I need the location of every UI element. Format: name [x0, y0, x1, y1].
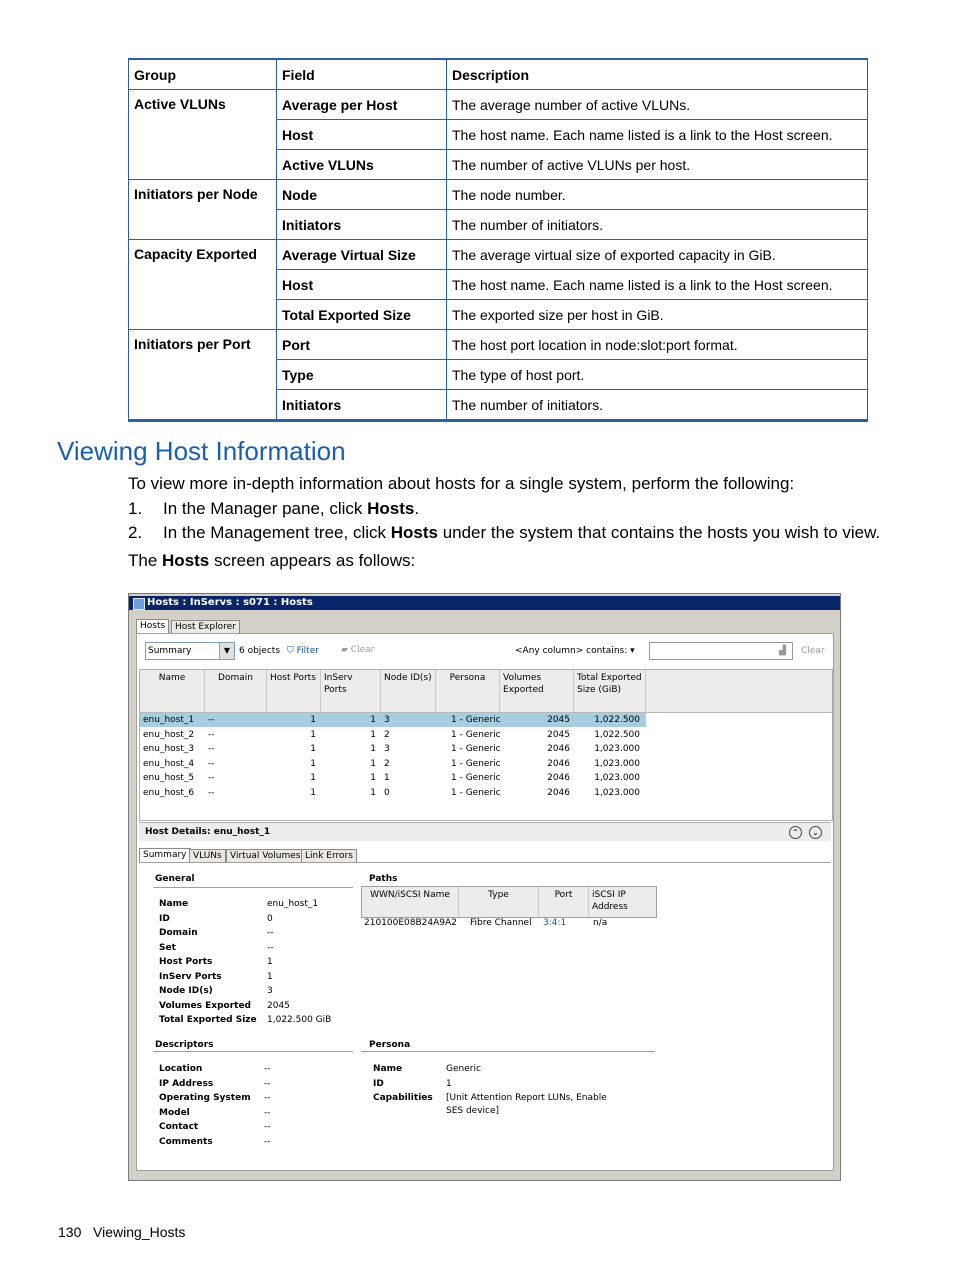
- general-key: Node ID(s): [159, 986, 213, 996]
- clear-search-button[interactable]: Clear: [801, 646, 825, 656]
- expand-down-icon[interactable]: ⌄: [809, 826, 822, 839]
- intro-paragraph: To view more in-depth information about hosts for a single system, perform the following:: [128, 474, 795, 493]
- divider: [153, 1051, 353, 1052]
- general-key: ID: [159, 913, 170, 924]
- table-row[interactable]: [140, 757, 646, 771]
- grid-cell: 1,023.000: [594, 744, 640, 754]
- filter-icon: ⛉: [287, 646, 294, 656]
- general-value: 1: [267, 971, 273, 982]
- grid-cell: 1 - Generic: [451, 729, 501, 740]
- description-cell: The number of active VLUNs per host.: [447, 150, 868, 180]
- col-iscsi-ip[interactable]: iSCSI IP Address: [592, 890, 628, 912]
- grid-cell: 1 - Generic: [451, 773, 501, 783]
- grid-cell: 1,023.000: [594, 773, 640, 783]
- persona-key: ID: [373, 1079, 384, 1089]
- section-heading: Viewing Host Information: [57, 436, 346, 466]
- window-title: Hosts : InServs : s071 : Hosts: [147, 597, 313, 608]
- view-select[interactable]: Summary ▼: [145, 642, 235, 660]
- grid-cell: --: [208, 787, 215, 798]
- description-cell: The host name. Each name listed is a link to the Host screen.: [447, 270, 868, 300]
- grid-cell: enu_host_1: [143, 715, 195, 725]
- grid-cell: 2046: [547, 773, 570, 783]
- grid-cell: enu_host_2: [143, 729, 195, 740]
- general-key: Set: [159, 942, 176, 953]
- grid-cell: --: [208, 715, 215, 725]
- persona-title: Persona: [369, 1040, 411, 1050]
- grid-cell: 1: [370, 715, 376, 725]
- collapse-up-icon[interactable]: ⌃: [789, 826, 802, 839]
- field-cell: Node: [277, 180, 447, 210]
- table-row[interactable]: [140, 786, 646, 800]
- col-total-exported-size[interactable]: Total Exported Size (GiB): [574, 670, 646, 712]
- grid-cell: 1: [310, 787, 316, 798]
- grid-cell: 2: [384, 729, 390, 740]
- chevron-down-icon: ▾: [630, 646, 635, 656]
- page-footer: [58, 1224, 185, 1240]
- general-value: 0: [267, 913, 273, 924]
- search-icon: ▟: [779, 646, 786, 656]
- paths-row[interactable]: 210100E08B24A9A2 Fibre Channel 3:4:1 n/a: [364, 918, 608, 928]
- paths-grid-header: [361, 886, 657, 918]
- grid-cell: enu_host_4: [143, 758, 195, 769]
- col-node-ids[interactable]: Node ID(s): [381, 670, 436, 712]
- divider: [153, 887, 353, 888]
- general-key: Total Exported Size: [159, 1015, 257, 1025]
- tab-virtual-volumes[interactable]: Virtual Volumes: [226, 849, 304, 863]
- grid-cell: 1 - Generic: [451, 715, 501, 725]
- clear-filter-button[interactable]: ▰ Clear: [341, 645, 375, 655]
- persona-key: Name: [373, 1064, 403, 1074]
- table-row[interactable]: [140, 713, 646, 727]
- col-type[interactable]: Type: [459, 887, 539, 917]
- grid-cell: 2046: [547, 744, 570, 754]
- grid-cell: 3: [384, 744, 390, 754]
- tab-link-errors[interactable]: Link Errors: [301, 849, 357, 863]
- grid-cell: 3: [384, 715, 390, 725]
- search-column-select[interactable]: <Any column> contains: ▾: [515, 646, 635, 656]
- tab-host-explorer[interactable]: Host Explorer: [171, 620, 240, 634]
- col-wwn[interactable]: WWN/iSCSI Name: [362, 887, 459, 917]
- grid-cell: 1 - Generic: [451, 787, 501, 798]
- descriptors-title: Descriptors: [155, 1040, 214, 1050]
- descriptor-key: IP Address: [159, 1078, 214, 1089]
- field-cell: Average per Host: [277, 90, 447, 120]
- grid-cell: 2: [384, 758, 390, 769]
- grid-cell: 1: [370, 729, 376, 740]
- details-header: [139, 822, 831, 841]
- group-cell: Capacity Exported: [129, 240, 277, 330]
- divider: [139, 862, 831, 863]
- general-key: Volumes Exported: [159, 1000, 251, 1011]
- field-cell: Initiators: [277, 390, 447, 421]
- grid-cell: 2045: [547, 729, 570, 740]
- grid-cell: 1,023.000: [594, 758, 640, 769]
- filter-button[interactable]: ⛉ Filter: [287, 646, 319, 656]
- description-cell: The average virtual size of exported capacity in GiB.: [447, 240, 868, 270]
- group-cell: Active VLUNs: [129, 90, 277, 180]
- description-cell: The exported size per host in GiB.: [447, 300, 868, 330]
- grid-cell: 2046: [547, 787, 570, 798]
- descriptor-key: Contact: [159, 1122, 199, 1132]
- col-host-ports[interactable]: Host Ports: [267, 670, 321, 712]
- grid-cell: 1: [384, 773, 390, 783]
- host-details: [139, 822, 831, 1168]
- descriptor-key: Model: [159, 1107, 190, 1118]
- eraser-icon: ▰: [341, 645, 348, 655]
- general-value: 1,022.500 GiB: [267, 1015, 332, 1025]
- general-key: Host Ports: [159, 957, 213, 967]
- divider: [361, 1051, 655, 1052]
- page-number: 130: [58, 1224, 82, 1240]
- tab-summary[interactable]: Summary: [139, 848, 191, 862]
- field-cell: Average Virtual Size: [277, 240, 447, 270]
- description-cell: The type of host port.: [447, 360, 868, 390]
- hosts-panel: [136, 633, 834, 1171]
- description-cell: The average number of active VLUNs.: [447, 90, 868, 120]
- tab-hosts[interactable]: Hosts: [136, 619, 169, 633]
- descriptor-value: --: [264, 1122, 271, 1132]
- grid-cell: --: [208, 773, 215, 783]
- description-cell: The number of initiators.: [447, 390, 868, 421]
- col-inserv-ports[interactable]: InServ Ports: [321, 670, 381, 712]
- descriptor-key: Comments: [159, 1136, 213, 1147]
- descriptor-value: --: [264, 1093, 271, 1103]
- window-titlebar: [129, 596, 840, 610]
- grid-cell: 1: [370, 758, 376, 769]
- grid-cell: 1: [310, 729, 316, 740]
- table-row[interactable]: [140, 728, 646, 742]
- persona-value: [Unit Attention Report LUNs, Enable: [446, 1093, 607, 1103]
- persona-key: Capabilities: [373, 1093, 433, 1103]
- descriptor-value: --: [264, 1136, 271, 1147]
- general-value: --: [267, 942, 274, 953]
- col-port[interactable]: Port: [539, 887, 589, 917]
- general-key: InServ Ports: [159, 971, 222, 982]
- after-paragraph: The Hosts screen appears as follows:: [128, 551, 416, 570]
- field-cell: Host: [277, 270, 447, 300]
- table-row[interactable]: [140, 771, 646, 785]
- general-key: Name: [159, 899, 189, 909]
- field-cell: Initiators: [277, 210, 447, 240]
- hosts-icon: [133, 598, 145, 610]
- tab-vluns[interactable]: VLUNs: [189, 849, 226, 863]
- general-value: 3: [267, 986, 273, 996]
- field-cell: Host: [277, 120, 447, 150]
- paths-title: Paths: [369, 874, 398, 884]
- step-text: In the Manager pane, click Hosts.: [163, 499, 420, 518]
- description-cell: The node number.: [447, 180, 868, 210]
- search-input[interactable]: [649, 642, 793, 660]
- grid-cell: 1: [370, 773, 376, 783]
- chevron-down-icon: ▼: [219, 643, 234, 659]
- col-persona[interactable]: Persona: [436, 670, 500, 712]
- group-cell: Initiators per Node: [129, 180, 277, 240]
- descriptor-key: Operating System: [159, 1093, 251, 1103]
- grid-cell: enu_host_3: [143, 744, 195, 754]
- persona-value: 1: [446, 1079, 452, 1089]
- group-cell: Initiators per Port: [129, 330, 277, 421]
- grid-cell: 1: [370, 744, 376, 754]
- description-cell: The host port location in node:slot:port format.: [447, 330, 868, 360]
- grid-cell: --: [208, 729, 215, 740]
- hosts-grid: [139, 669, 833, 821]
- grid-cell: enu_host_6: [143, 787, 195, 798]
- grid-cell: --: [208, 744, 215, 754]
- step-number: 2.: [128, 523, 143, 542]
- grid-cell: 1: [310, 744, 316, 754]
- grid-cell: --: [208, 758, 215, 769]
- grid-header: [140, 670, 832, 713]
- general-value: enu_host_1: [267, 899, 319, 909]
- field-cell: Active VLUNs: [277, 150, 447, 180]
- field-cell: Type: [277, 360, 447, 390]
- col-header-group: Group: [129, 59, 277, 90]
- general-value: --: [267, 928, 274, 938]
- grid-cell: 1: [310, 715, 316, 725]
- persona-value: Generic: [446, 1064, 481, 1074]
- col-header-description: Description: [447, 59, 868, 90]
- col-name[interactable]: Name: [140, 670, 205, 712]
- grid-cell: 1,022.500: [594, 729, 640, 740]
- field-cell: Total Exported Size: [277, 300, 447, 330]
- step-text: In the Management tree, click Hosts under the system that contains the hosts you wish to view.: [163, 523, 881, 542]
- footer-section: Viewing_Hosts: [93, 1224, 186, 1240]
- grid-cell: 1 - Generic: [451, 758, 501, 769]
- details-title: Host Details: enu_host_1: [145, 827, 271, 837]
- col-volumes-exported[interactable]: Volumes Exported: [500, 670, 574, 712]
- col-header-field: Field: [277, 59, 447, 90]
- description-cell: The host name. Each name listed is a link to the Host screen.: [447, 120, 868, 150]
- grid-cell: 1,023.000: [594, 787, 640, 798]
- field-cell: Port: [277, 330, 447, 360]
- col-domain[interactable]: Domain: [205, 670, 267, 712]
- descriptor-value: --: [264, 1064, 271, 1074]
- fields-table: [128, 58, 868, 422]
- description-cell: The number of initiators.: [447, 210, 868, 240]
- general-value: 1: [267, 957, 273, 967]
- descriptor-value: --: [264, 1078, 271, 1089]
- general-value: 2045: [267, 1000, 290, 1011]
- grid-cell: 1: [310, 758, 316, 769]
- general-key: Domain: [159, 928, 198, 938]
- port-link[interactable]: 3:4:1: [543, 918, 567, 928]
- grid-cell: 1 - Generic: [451, 744, 501, 754]
- descriptor-key: Location: [159, 1064, 203, 1074]
- persona-value: SES device]: [446, 1106, 500, 1116]
- step-number: 1.: [128, 499, 143, 518]
- object-count: 6 objects: [239, 646, 281, 656]
- grid-cell: 1,022.500: [594, 715, 640, 725]
- table-row[interactable]: [140, 742, 646, 756]
- grid-cell: 1: [310, 773, 316, 783]
- grid-cell: 2045: [547, 715, 570, 725]
- grid-cell: enu_host_5: [143, 773, 195, 783]
- hosts-screenshot: [128, 593, 841, 1181]
- grid-cell: 1: [370, 787, 376, 798]
- descriptor-value: --: [264, 1107, 271, 1118]
- grid-cell: 2046: [547, 758, 570, 769]
- general-title: General: [155, 874, 195, 884]
- grid-cell: 0: [384, 787, 390, 798]
